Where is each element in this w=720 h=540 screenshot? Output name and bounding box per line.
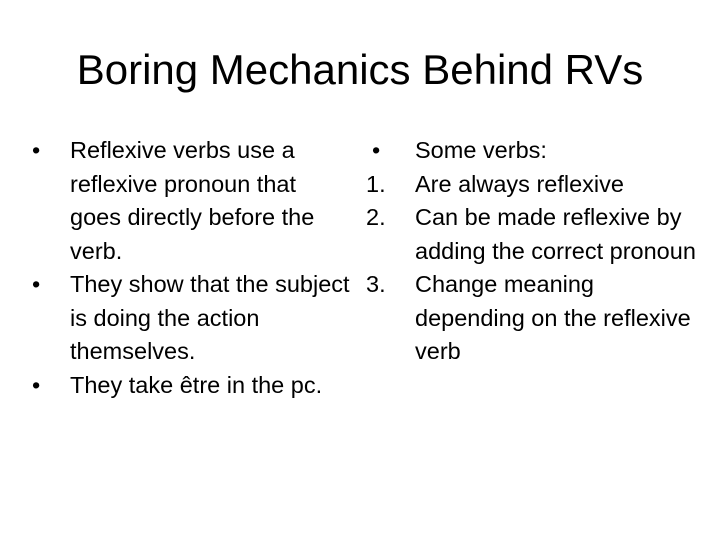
list-item (366, 201, 696, 268)
list-item (30, 369, 350, 403)
number-marker: 3. (366, 271, 386, 297)
bullet-marker: • (32, 371, 41, 398)
list-item-text: Can be made reflexive by adding the correct pronoun (415, 204, 696, 264)
list-item-text: Are always reflexive (415, 170, 624, 197)
list-item-text: They take être in the pc. (70, 371, 323, 398)
list-item-text: Reflexive verbs use a reflexive pronoun that goes directly before the verb. (70, 137, 315, 264)
slide-title: Boring Mechanics Behind RVs (76, 46, 644, 93)
number-marker: 1. (366, 170, 386, 197)
left-bullet-list (30, 134, 350, 402)
list-item-text: Change meaning depending on the reflexive verb (415, 271, 691, 364)
list-item (366, 168, 696, 202)
number-marker: 2. (366, 204, 386, 230)
list-item (30, 134, 350, 268)
bullet-marker: • (32, 137, 41, 163)
list-item-text: They show that the subject is doing the action themselves. (70, 271, 350, 364)
right-numbered-list (366, 134, 696, 369)
bullet-marker: • (372, 137, 381, 163)
list-item (366, 268, 696, 369)
list-item-text: Some verbs: (415, 137, 547, 163)
bullet-marker: • (32, 271, 41, 297)
list-item (30, 268, 350, 369)
list-item (366, 134, 696, 168)
